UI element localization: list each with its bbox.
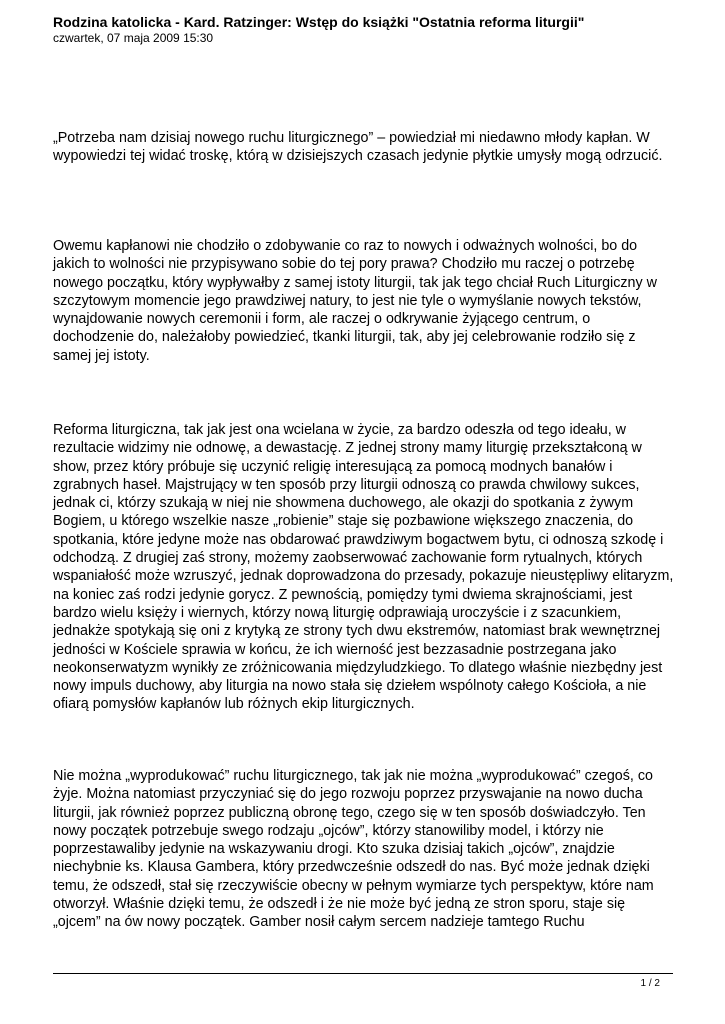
paragraph-3: Reforma liturgiczna, tak jak jest ona wcielana w życie, za bardzo odeszła od tego ideału, w rezultacie widzimy nie odnowę, a dewastację. Z jednej strony mamy liturgię przekształconą w show, przez który próbuje się uczynić religię interesującą za pomocą modnych banałów i zgrabnych haseł. Majstrujący w ten sposób przy liturgii odnoszą co prawda chwilowy sukces, jednak ci, którzy szukają w niej nie showmena duchowego, ale okazji do spotkania z żywym Bogiem, u którego wszelkie nasze „robienie” staje się pozbawione większego znaczenia, do spotkania, które jedyne może nas obdarować prawdziwym bogactwem bytu, ci odnoszą szkodę i odchodzą. Z drugiej zaś strony, możemy zaobserwować zachowanie form rytualnych, których wspaniałość może wzruszyć, jednak doprowadzona do przesady, pokazuje nieustępliwy elitaryzm, na koniec zaś rodzi jedynie gorycz. Z pewnością, pomiędzy tymi dwiema skrajnościami, jest bardzo wielu księży i wiernych, którzy nową liturgię odprawiają uroczyście i z szacunkiem, jednakże spotykają się oni z krytyką ze strony tych dwu ekstremów, natomiast brak wewnętrznej jedności w Kościele sprawia w końcu, że ich wierność jest bezzasadnie postrzegana jako neokonserwatyzm wynikły ze zróżnicowania międzyludzkiego. To dlatego właśnie niezbędny jest nowy impuls duchowy, aby liturgia na nowo stała się dziełem wspólnoty całego Kościoła, a nie ofiarą pomysłów kapłanów lub różnych ekip liturgicznych. — [53, 422, 674, 713]
document-date: czwartek, 07 maja 2009 15:30 — [53, 31, 214, 45]
page-number: 1 / 2 — [640, 978, 660, 989]
footer-divider — [53, 973, 673, 974]
document-title: Rodzina katolicka - Kard. Ratzinger: Wstęp do książki "Ostatnia reforma liturgii" — [53, 14, 585, 30]
paragraph-2: Owemu kapłanowi nie chodziło o zdobywanie co raz to nowych i odważnych wolności, bo do jakich to wolności nie przypisywano sobie do tej pory prawa? Chodziło mu raczej o potrzebę nowego początku, który wypływałby z samej istoty liturgii, tak jak tego chciał Ruch Liturgiczny w szczytowym momencie jego prawdziwej natury, to jest nie tyle o wymyślanie nowych tekstów, wynajdowanie nowych ceremonii i form, ale raczej o odkrywanie żyjącego centrum, o dochodzenie do, należałoby powiedzieć, tkanki liturgii, tak, aby jej celebrowanie rodziło się z samej jej istoty. — [53, 238, 657, 364]
paragraph-1: „Potrzeba nam dzisiaj nowego ruchu liturgicznego” – powiedział mi niedawno młody kapłan. W wypowiedzi tej widać troskę, którą w dzisiejszych czasach jedynie płytkie umysły mogą odrzucić. — [53, 130, 663, 165]
page-header — [53, 14, 693, 46]
paragraph-4: Nie można „wyprodukować” ruchu liturgicznego, tak jak nie można „wyprodukować” czegoś, co żyje. Można natomiast przyczyniać się do jego rozwoju poprzez przyswajanie na nowo ducha liturgii, jak również poprzez publiczną obronę tego, czego się w ten sposób doświadczyło. Ten nowy początek potrzebuje swego rodzaju „ojców”, którzy stanowiliby model, i którzy nie poprzestawaliby jedynie na wskazywaniu drogi. Kto szuka dzisiaj takich „ojców”, znajdzie niechybnie ks. Klausa Gambera, który przedwcześnie odszedł do nas. Być może jednak dzięki temu, że odszedł, stał się rzeczywiście obecny w pełnym wymiarze tych perspektyw, które nam otworzył. Właśnie dzięki temu, że odszedł i że nie może być jedną ze stron sporu, staje się „ojcem” na ów nowy początek. Gamber nosił całym sercem nadzieje tamtego Ruchu — [53, 768, 654, 931]
